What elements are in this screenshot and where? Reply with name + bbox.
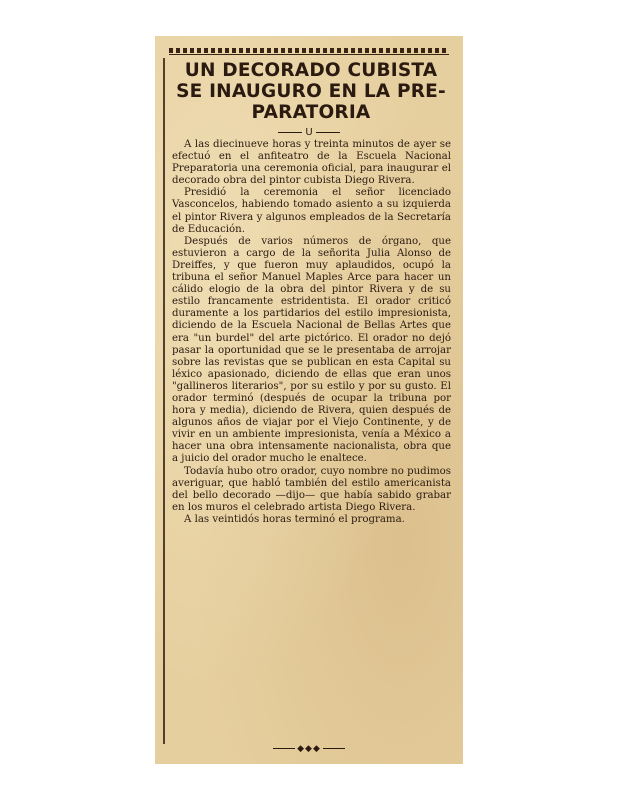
left-rule [163,58,165,744]
paragraph-3: Después de varios números de órgano, que estuvieron a cargo de la señorita Julia Alonso de Dreiffes, y que fueron muy aplaudidos, ocupó la tribuna el señor Manuel Maples Arce para hacer un cálido elogio de la obra del pintor Rivera y de su estilo francamente estridentista. El orador criticó duramente a los partidarios del estilo impresionista, diciendo de la Escuela Nacional de Bellas Artes que era "un burdel" del arte pictórico. El orador no dejó pasar la oportunidad que se le presentaba de arrojar sobre las revistas que se publican en esta Capital su léxico apasionado, diciendo de ellas que eran unos "gallineros literarios", por su estilo y por su gusto. El orador terminó (después de ocupar la tribuna por hora y media), diciendo de Rivera, quien después de algunos años de viajar por el Viejo Continente, y de vivir en un ambiente impresionista, venía a México a hacer una obra intensamente nacionalista, obra que a juicio del orador mucho le enaltece. [172,235,451,465]
end-ornament [155,744,463,754]
paragraph-4: Todavía hubo otro orador, cuyo nombre no pudimos averiguar, que habló también del estilo americanista del bello decorado —dijo— que había sabido grabar en los muros el celebrado artista Diego Rivera. [172,465,451,513]
newspaper-clipping [155,36,463,764]
paragraph-2: Presidió la ceremonia el señor licenciado Vasconcelos, habiendo tomado asiento a su izquierda el pintor Rivera y algunos empleados de la Secretaría de Educación. [172,187,451,235]
ornament-line-left [273,748,295,749]
headline: UN DECORADO CUBISTA SE INAUGURO EN LA PRE-PARATORIA [176,60,446,123]
headline-separator [155,127,463,138]
separator-mark: U [305,127,313,138]
paragraph-5: A las veintidós horas terminó el programa. [184,513,405,525]
separator-line-left [278,132,302,133]
paragraph-1: A las diecinueve horas y treinta minutos de ayer se efectuó en el anfiteatro de la Escuela Nacional Preparatoria una ceremonia oficial, para inaugurar el decorado obra del pintor cubista Diego Rivera. [172,139,451,187]
top-rule [169,48,449,53]
ornament-line-right [323,748,345,749]
ornament-diamonds: ◆◆◆ [297,744,321,754]
separator-line-right [316,132,340,133]
article-body [172,139,451,526]
